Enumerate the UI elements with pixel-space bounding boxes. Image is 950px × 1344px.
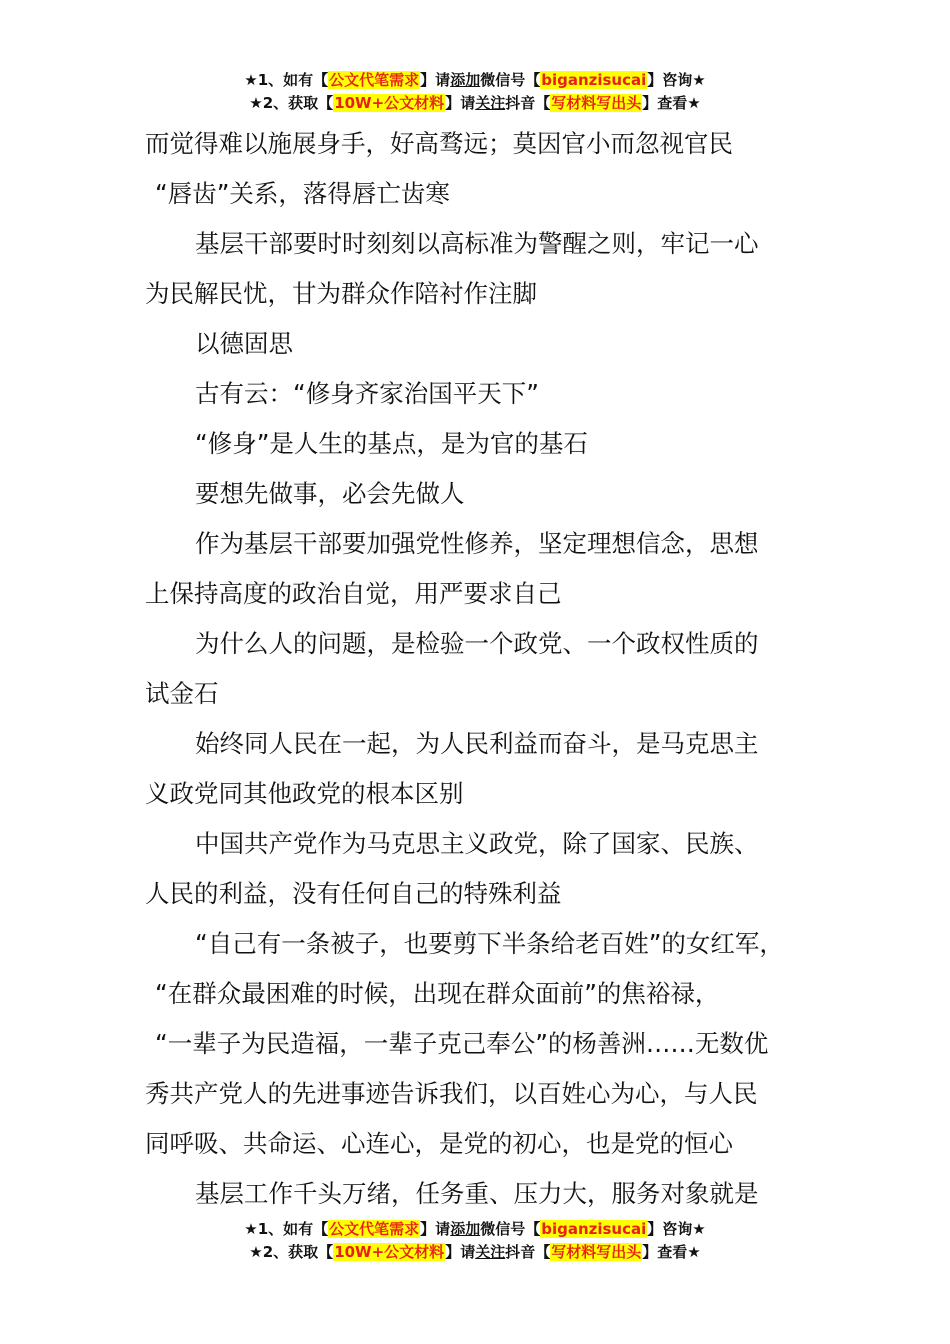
text-line: “在群众最困难的时候，出现在群众面前”的焦裕禄，	[155, 979, 720, 1008]
text-line: 基层工作千头万绪，任务重、压力大，服务对象就是	[195, 1179, 759, 1208]
text-line: 古有云：“修身齐家治国平天下”	[195, 379, 539, 408]
banner-underlined: 添加	[450, 1220, 481, 1238]
highlight-materials: 10W+公文材料	[334, 1243, 445, 1261]
text-line: 作为基层干部要加强党性修养，坚定理想信念，思想	[195, 529, 759, 558]
banner-text: 】查看★	[642, 1243, 701, 1261]
header-banner	[0, 69, 950, 115]
text-line: 中国共产党作为马克思主义政党，除了国家、民族、	[195, 829, 759, 858]
banner-text: 】请	[420, 1220, 451, 1238]
text-line: 要想先做事，必会先做人	[195, 479, 465, 508]
banner-text: 微信号【	[480, 1220, 541, 1238]
text-line: 以德固思	[195, 329, 293, 358]
text-line: 同呼吸、共命运、心连心，是党的初心，也是党的恒心	[145, 1129, 733, 1158]
banner-line-1	[0, 69, 950, 92]
text-line: 为民解民忧，甘为群众作陪衬作注脚	[145, 279, 537, 308]
banner-text: 抖音【	[505, 1243, 551, 1261]
text-line: 基层干部要时时刻刻以高标准为警醒之则，牢记一心	[195, 229, 759, 258]
banner-underlined: 关注	[475, 94, 506, 112]
banner-text: ★1、如有【	[244, 71, 329, 89]
text-line: 试金石	[145, 679, 219, 708]
text-line: 秀共产党人的先进事迹告诉我们，以百姓心为心，与人民	[145, 1079, 758, 1108]
text-line: “自己有一条被子，也要剪下半条给老百姓”的女红军，	[195, 929, 784, 958]
banner-underlined: 关注	[475, 1243, 506, 1261]
highlight-need: 公文代笔需求	[329, 71, 420, 89]
text-line: “修身”是人生的基点，是为官的基石	[195, 429, 588, 458]
banner-text: 】请	[445, 94, 476, 112]
text-line: 义政党同其他政党的根本区别	[145, 779, 464, 808]
text-line: 上保持高度的政治自觉，用严要求自己	[145, 579, 562, 608]
banner-line-2	[0, 92, 950, 115]
highlight-wechat-id: biganzisucai	[541, 1220, 647, 1238]
highlight-need: 公文代笔需求	[329, 1220, 420, 1238]
banner-text: 】请	[445, 1243, 476, 1261]
text-line: 始终同人民在一起，为人民利益而奋斗，是马克思主	[195, 729, 759, 758]
text-line: 而觉得难以施展身手，好高骛远；莫因官小而忽视官民	[145, 129, 733, 158]
banner-text: 】请	[420, 71, 451, 89]
highlight-wechat-id: biganzisucai	[541, 71, 647, 89]
highlight-materials: 10W+公文材料	[334, 94, 445, 112]
banner-text: 微信号【	[480, 71, 541, 89]
banner-underlined: 添加	[450, 71, 481, 89]
text-line: 人民的利益，没有任何自己的特殊利益	[145, 879, 562, 908]
banner-text: 】咨询★	[647, 1220, 706, 1238]
banner-line-2	[0, 1241, 950, 1264]
banner-line-1	[0, 1218, 950, 1241]
banner-text: ★1、如有【	[244, 1220, 329, 1238]
text-line: “唇齿”关系，落得唇亡齿寒	[155, 179, 450, 208]
highlight-douyin: 写材料写出头	[551, 94, 642, 112]
banner-text: 抖音【	[505, 94, 551, 112]
text-line: “一辈子为民造福，一辈子克己奉公”的杨善洲……无数优	[155, 1029, 769, 1058]
footer-banner	[0, 1218, 950, 1264]
highlight-douyin: 写材料写出头	[551, 1243, 642, 1261]
banner-text: 】查看★	[642, 94, 701, 112]
text-line: 为什么人的问题，是检验一个政党、一个政权性质的	[195, 629, 759, 658]
banner-text: 】咨询★	[647, 71, 706, 89]
banner-text: ★2、获取【	[249, 94, 334, 112]
banner-text: ★2、获取【	[249, 1243, 334, 1261]
